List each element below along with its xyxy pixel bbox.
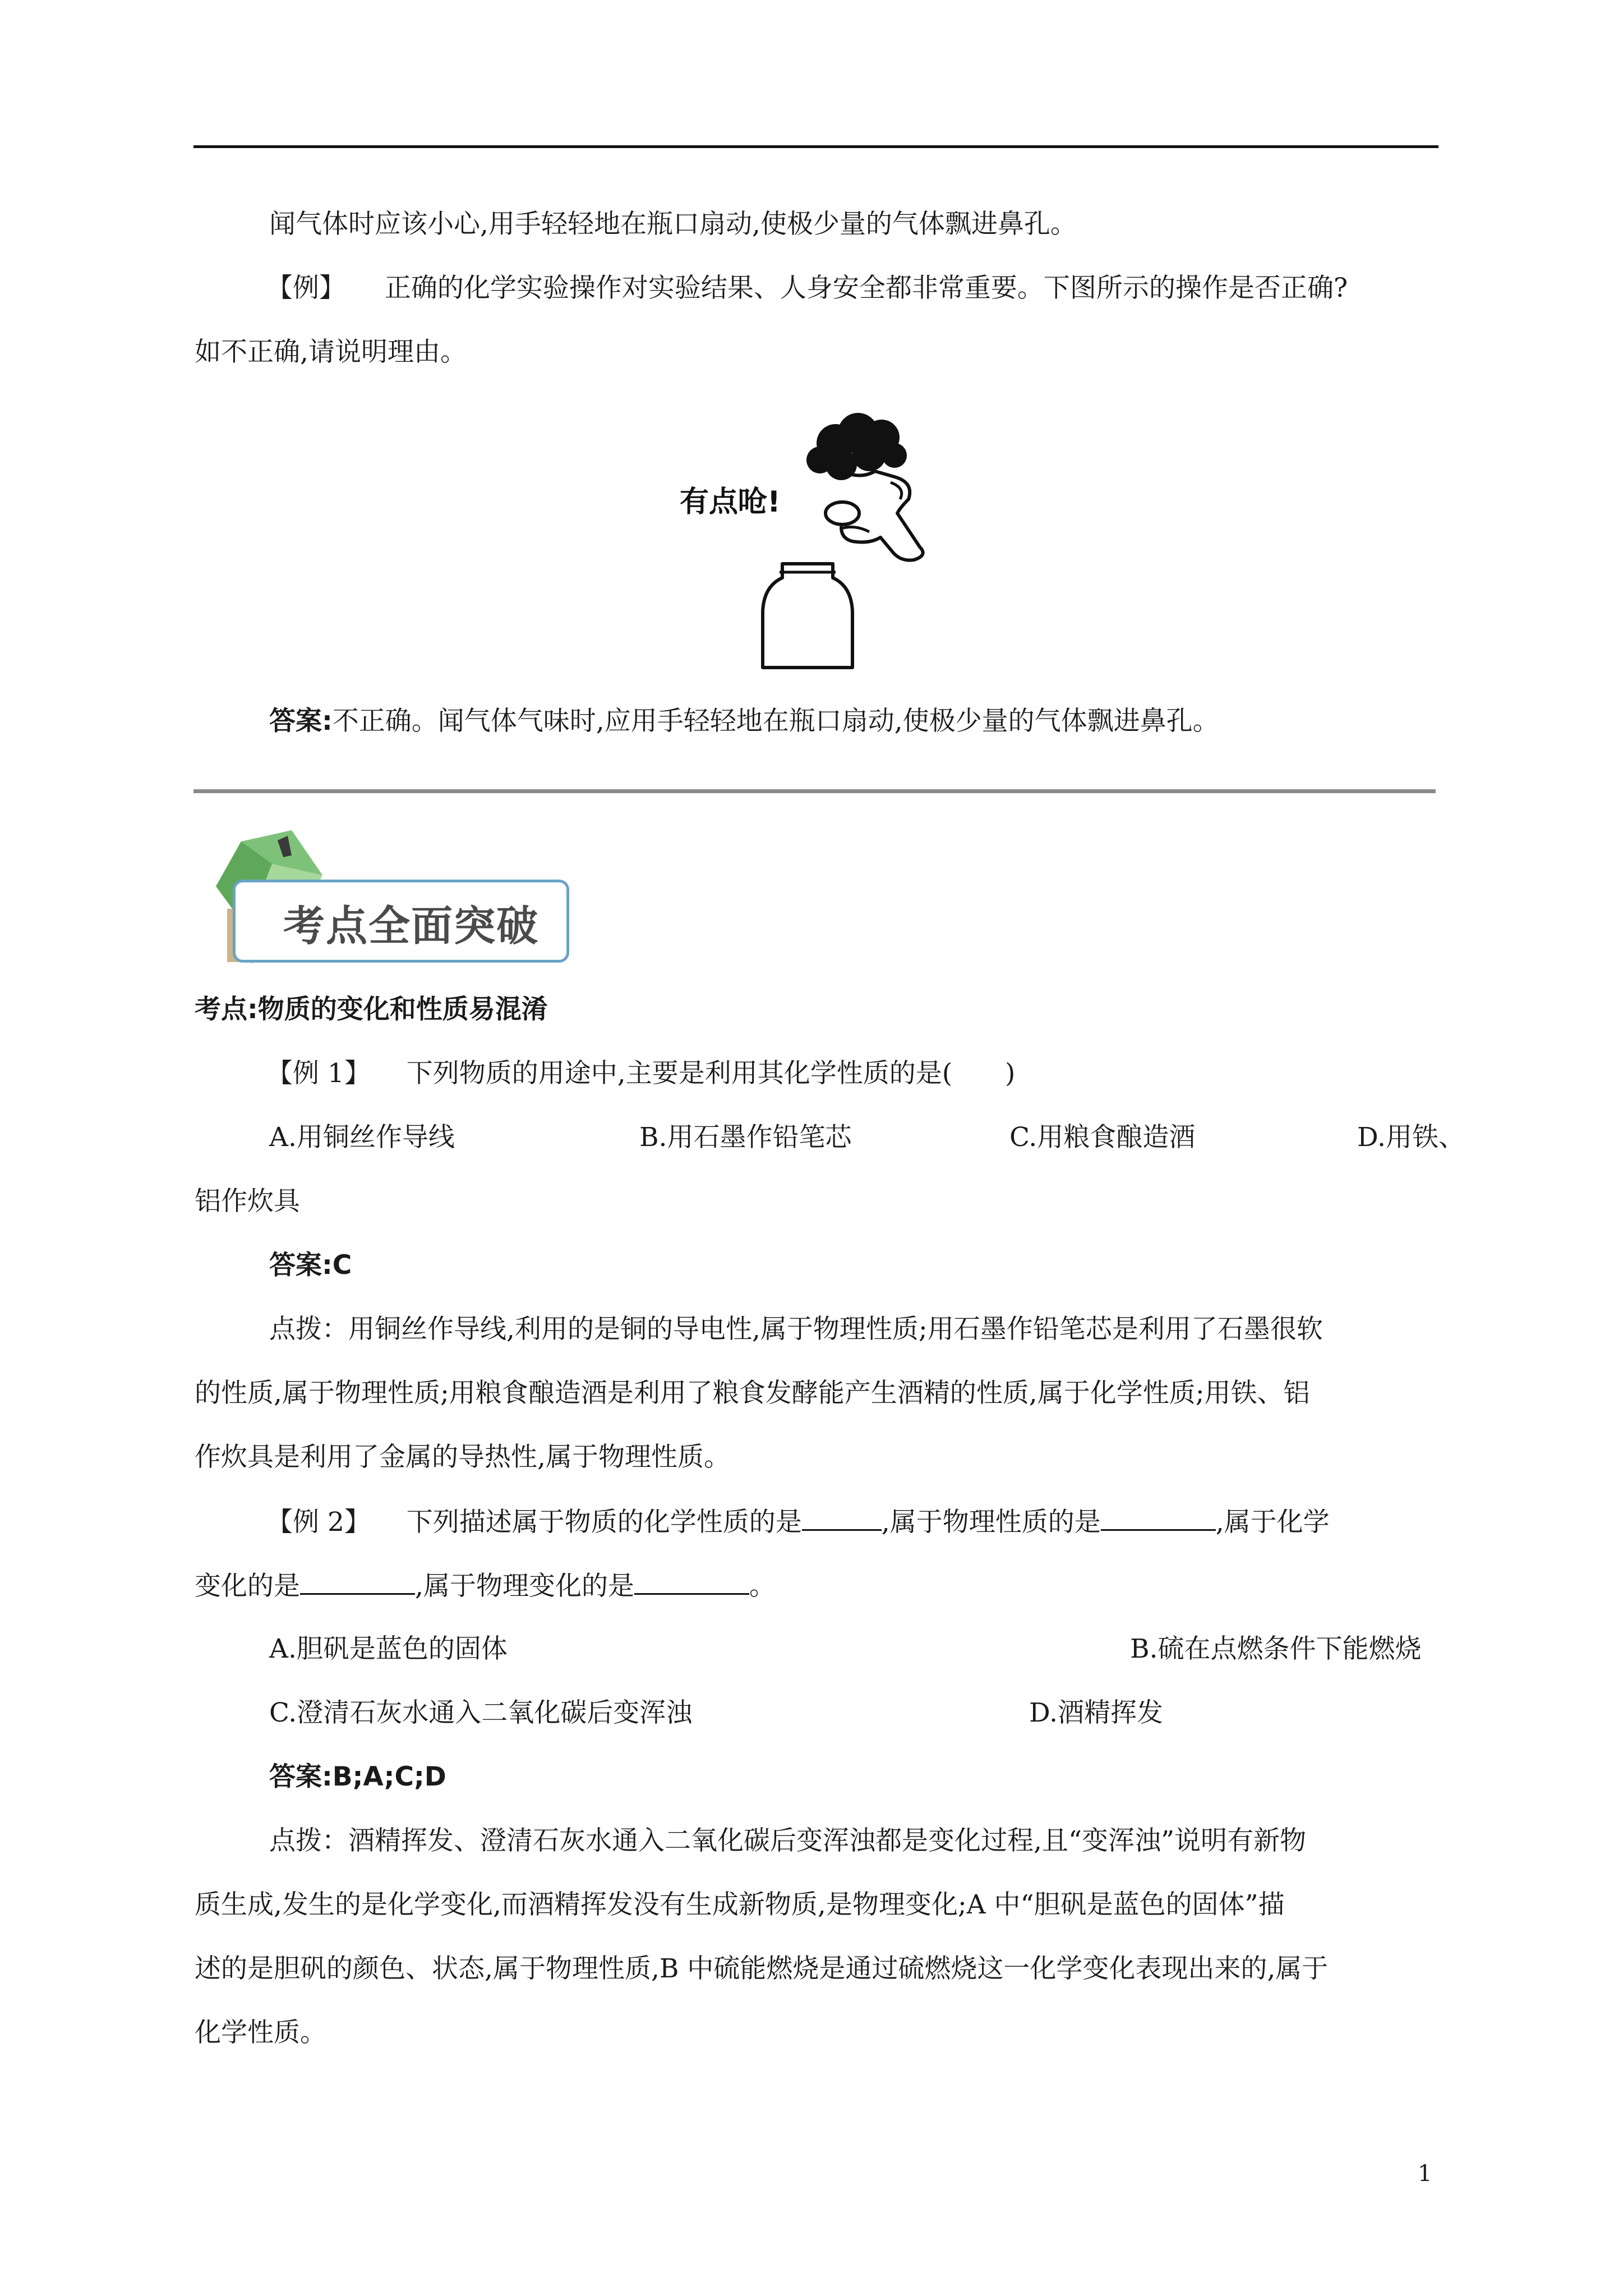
intro-paragraph: 闻气体时应该小心,用手轻轻地在瓶口扇动,使极少量的气体飘进鼻孔。 (269, 209, 1077, 240)
answer-line (269, 705, 1219, 738)
example-question-cont: 如不正确,请说明理由。 (195, 337, 467, 367)
topic-heading: 考点:物质的变化和性质易混淆 (195, 994, 548, 1025)
example1-option-d: D.用铁、 (1357, 1122, 1465, 1153)
example2-answer: 答案:B;A;C;D (269, 1761, 446, 1792)
blank-physical-change[interactable] (634, 1568, 749, 1595)
example-question: 正确的化学实验操作对实验结果、人身安全都非常重要。下图所示的操作是否正确? (384, 273, 1348, 303)
example2-q-part1: 下列描述属于物质的化学性质的是 (406, 1507, 802, 1538)
example1-option-d-cont: 铝作炊具 (195, 1186, 300, 1217)
example-tag (266, 272, 1348, 305)
example-label: 【例】 (266, 273, 345, 303)
example1-hint-line2: 的性质,属于物理性质;用粮食酿造酒是利用了粮食发酵能产生酒精的性质,属于化学性质;用铁、铝 (195, 1378, 1310, 1409)
example2-q-part5: ,属于物理变化的是 (415, 1571, 634, 1602)
sniffing-jar-illustration (673, 404, 965, 673)
section-divider (193, 789, 1436, 793)
example1-option-b: B.用石墨作铅笔芯 (639, 1122, 852, 1153)
example1-question-line (266, 1057, 1015, 1091)
blank-chemical-property[interactable] (802, 1504, 882, 1531)
example2-hint-line3: 述的是胆矾的颜色、状态,属于物理性质,B 中硫能燃烧是通过硫燃烧这一化学变化表现出来的,属于 (195, 1953, 1329, 1984)
example2-option-d: D.酒精挥发 (1029, 1697, 1163, 1728)
example1-answer: 答案:C (269, 1250, 352, 1281)
section-badge-title: 考点全面突破 (283, 902, 539, 950)
example1-option-c: C.用粮食酿造酒 (1009, 1122, 1196, 1153)
blank-physical-property[interactable] (1101, 1504, 1216, 1531)
example2-q-part2: ,属于物理性质的是 (881, 1507, 1101, 1538)
figure-caption: 有点呛! (680, 485, 781, 519)
example2-q-part6: 。 (749, 1571, 776, 1602)
answer-label: 答案: (269, 706, 333, 737)
example2-option-a: A.胆矾是蓝色的固体 (269, 1634, 508, 1664)
example2-label: 【例 2】 (266, 1507, 371, 1538)
page-number: 1 (1418, 2161, 1432, 2187)
example2-hint-line4: 化学性质。 (195, 2017, 326, 2048)
example1-question: 下列物质的用途中,主要是利用其化学性质的是( ) (406, 1058, 1016, 1089)
header-rule (193, 145, 1438, 148)
example2-option-b: B.硫在点燃条件下能燃烧 (1130, 1634, 1422, 1664)
example1-label: 【例 1】 (266, 1058, 371, 1089)
example2-question-line2 (195, 1568, 776, 1603)
example1-hint-line3: 作炊具是利用了金属的导热性,属于物理性质。 (195, 1442, 730, 1473)
example2-hint-line2: 质生成,发生的是化学变化,而酒精挥发没有生成新物质,是物理变化;A 中“胆矾是蓝色的固体”描 (195, 1889, 1285, 1920)
example2-hint-line1: 点拨：酒精挥发、澄清石灰水通入二氧化碳后变浑浊都是变化过程,且“变浑浊”说明有新物 (269, 1825, 1306, 1856)
example1-option-a: A.用铜丝作导线 (269, 1122, 455, 1153)
example2-q-part4: 变化的是 (195, 1571, 300, 1602)
example2-q-part3: ,属于化学 (1215, 1507, 1330, 1538)
example2-option-c: C.澄清石灰水通入二氧化碳后变浑浊 (269, 1697, 693, 1728)
example2-question-line1 (266, 1504, 1330, 1539)
answer-text: 不正确。闻气体气味时,应用手轻轻地在瓶口扇动,使极少量的气体飘进鼻孔。 (332, 706, 1219, 737)
example1-hint-line1: 点拨：用铜丝作导线,利用的是铜的导电性,属于物理性质;用石墨作铅笔芯是利用了石墨很软 (269, 1314, 1323, 1345)
blank-chemical-change[interactable] (300, 1568, 415, 1595)
